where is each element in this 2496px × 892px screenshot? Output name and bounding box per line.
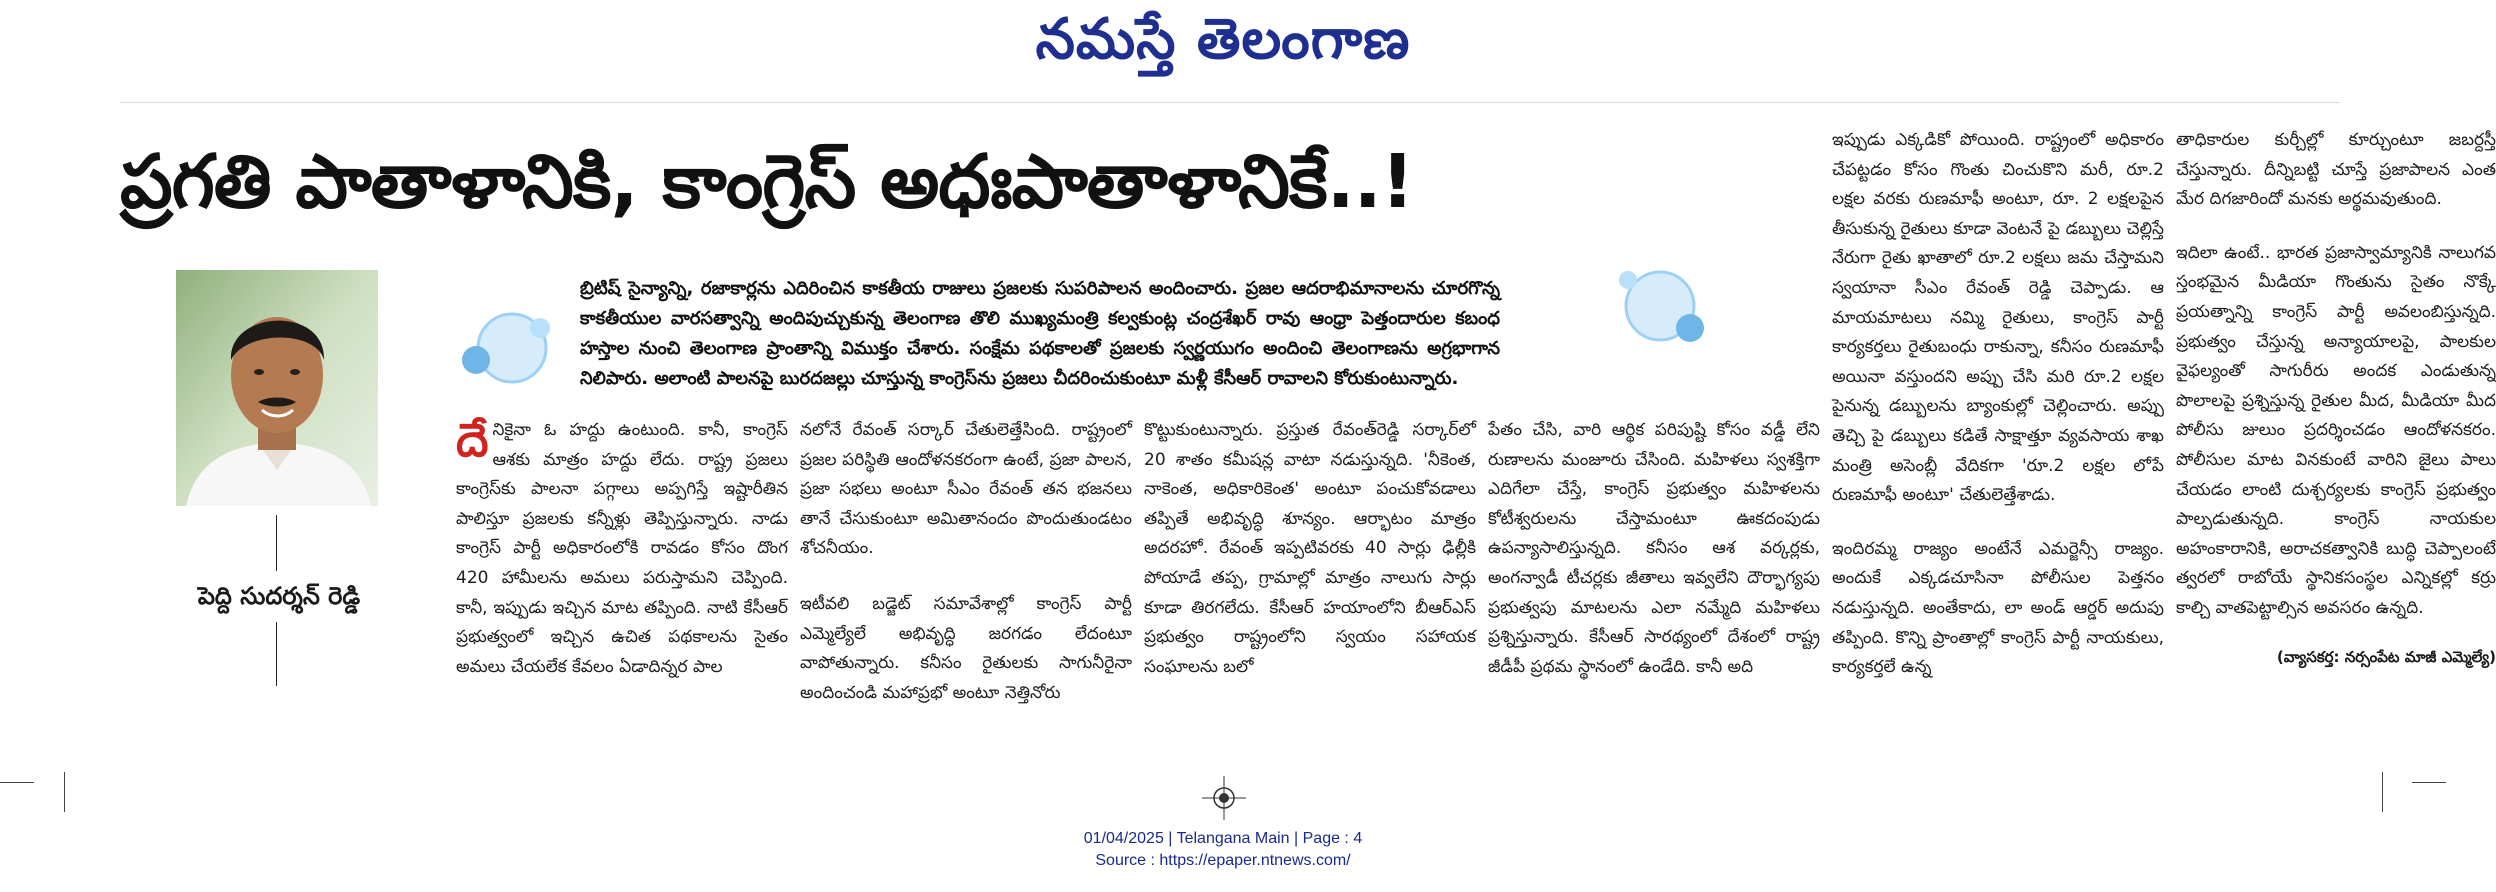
headline: ప్రగతి పాతాళానికి, కాంగ్రెస్ అధఃపాతాళానికే..! xyxy=(120,139,1414,225)
registration-mark-icon xyxy=(1202,776,1246,820)
author-credit: (వ్యాసకర్త: నర్సంపేట మాజీ ఎమ్మెల్యే) xyxy=(2276,648,2496,666)
bubble-decoration-right xyxy=(1606,262,1714,348)
article-intro: బ్రిటిష్ సైన్యాన్ని, రజాకార్లను ఎదిరించిన కాకతీయ రాజులు ప్రజలకు సుపరిపాలన అందించారు. ప్రజల ఆదరాభిమానాలను చూరగొన్న కాకతీయుల వారసత్వాన్ని అందిపుచ్చుకున్న తెలంగాణ తొలి ముఖ్యమంత్రి కల్వకుంట్ల చంద్రశేఖర్ రావు ఆంధ్రా పెత్తందారుల కబంధ హస్తాల నుంచి తెలంగాణ ప్రాంతాన్ని విముక్తం చేశారు. సంక్షేమ పథకాలతో ప్రజలకు స్వర్ణయుగం అందించి తెలంగాణను అగ్రభాగాన నిలిపారు. అలాంటి పాలనపై బురదజల్లు చూస్తున్న కాంగ్రెస్‌ను ప్రజలు చీదరించుకుంటూ మళ్లీ కేసీఆర్ రావాలని కోరుకుంటున్నారు. xyxy=(580,278,1500,389)
masthead-logo: నమస్తే తెలంగాణ xyxy=(1035,6,1411,72)
footer-source-link[interactable]: Source : https://epaper.ntnews.com/ xyxy=(1095,852,1351,869)
author-divider-top xyxy=(276,515,277,571)
column-6-paragraph-2: ఇదిలా ఉంటే.. భారత ప్రజాస్వామ్యానికి నాలుగవ స్తంభమైన మీడియా గొంతును సైతం నొక్కే ప్రయత్నాన్ని కాంగ్రెస్ పార్టీ అవలంబిస్తున్నది. ప్రభుత్వం చేస్తున్న అన్యాయాలపై, పాలకుల వైఫల్యంతో సాగురీరు అందక ఎండుతున్న పొలాలపై ప్రశ్నిస్తున్న రైతుల మీద, మీడియా మీద పోలీసు జులుం ప్రదర్శించడం ఆందోళనకరం. పోలీసుల మాట వినకుంటే వారిని జైలు పాలు చేయడం లాంటి దుశ్చర్యలకు కాంగ్రెస్ ప్రభుత్వం పాల్పడుతున్నది. కాంగ్రెస్ నాయకుల అహంకారానికి, అరాచకత్వానికి బుద్ధి చెప్పాలంటే త్వరలో రాబోయే స్థానికసంస్థల ఎన్నికల్లో కర్రు కాల్చి వాతపెట్టాల్సిన అవసరం ఉన్నది. xyxy=(2176,242,2496,618)
article-column-3 xyxy=(1144,416,1476,692)
author-divider-bottom xyxy=(276,622,277,686)
column-6-paragraph-1: తాధికారుల కుర్చీల్లో కూర్చుంటూ జబర్దస్తీ చేస్తున్నారు. దీన్నిబట్టి చూస్తే ప్రజాపాలన ఎంత మేర దిగజారిందో మనకు అర్థమవుతుంది. xyxy=(2176,130,2496,210)
column-4-text: పేతం చేసి, వారి ఆర్థిక పరిపుష్టి కోసం వడ్డీ లేని రుణాలను మంజూరు చేసింది. మహిళలు స్వశక్తిగా ఎదిగేలా చేస్తే, కాంగ్రెస్ ప్రభుత్వం మహిళలను కోటీశ్వరులను చేస్తామంటూ ఊకదంపుడు ఉపన్యాసాలిస్తున్నది. కనీసం ఆశ వర్కర్లకు, అంగన్వాడీ టీచర్లకు జీతాలు ఇవ్వలేని దౌర్భాగ్యపు ప్రభుత్వపు మాటలను ఎలా నమ్మేది మహిళలు ప్రశ్నిస్తున్నారు. కేసీఆర్ సారథ్యంలో దేశంలో రాష్ట్ర జీడీపీ ప్రథమ స్థానంలో ఉండేది. కానీ అది xyxy=(1488,420,1820,677)
article-column-4 xyxy=(1488,416,1820,692)
column-5-paragraph-1: ఇప్పుడు ఎక్కడికో పోయింది. రాష్ట్రంలో అధికారం చేపట్టడం కోసం గొంతు చించుకొని మరీ, రూ.2 లక్షల వరకు రుణమాఫీ అంటూ, రూ. 2 లక్షలపైన తీసుకున్న రైతులు కూడా వెంటనే పై డబ్బులు చెల్లిస్తే నేరుగా రైతు ఖాతాలో రూ.2 లక్షలు జమ చేస్తామని స్వయానా సీఎం రేవంత్ రెడ్డి చెప్పాడు. ఆ మాయమాటలు నమ్మి రైతులు, కాంగ్రెస్ పార్టీ కార్యకర్తలు రైతుబంధు రాకున్నా, కనీసం రుణమాఫీ అయినా వస్తుందని అప్పు చేసి మరి రూ.2 లక్షల పైనున్న డబ్బులను బ్యాంకుల్లో చెల్లించారు. అప్పు తెచ్చి పై డబ్బులు కడితే సాక్షాత్తూ వ్యవసాయ శాఖ మంత్రి అసెంబ్లీ వేదికగా 'రూ.2 లక్షల లోపే రుణమాఫీ అంటూ' చేతులెత్తేశాడు. xyxy=(1832,130,2164,506)
article-column-2 xyxy=(800,416,1132,703)
crop-mark-right xyxy=(2412,782,2446,783)
column-1-text: నికైనా ఓ హద్దు ఉంటుంది. కానీ, కాంగ్రెస్ ఆశకు మాత్రం హద్దు లేదు. రాష్ట్ర ప్రజలు కాంగ్రెస్‌కు పాలనా పగ్గాలు అప్పగిస్తే ఇష్టారీతిన పాలిస్తూ ప్రజలకు కన్నీళ్లు తెప్పిస్తున్నారు. నాడు కాంగ్రెస్ పార్టీ అధికారంలోకి రావడం కోసం దొంగ 420 హామీలను అమలు పరుస్తామని చెప్పింది. కానీ, ఇప్పుడు ఇచ్చిన మాట తప్పింది. నాటి కేసీఆర్ ప్రభుత్వంలో ఇచ్చిన ఉచిత పథకాలను సైతం అమలు చేయలేక కేవలం ఏడాదిన్నర పాల xyxy=(456,420,788,677)
drop-cap: దే xyxy=(456,413,489,467)
article-column-5 xyxy=(1832,126,2164,692)
column-3-text: కొట్టుకుంటున్నారు. ప్రస్తుత రేవంత్‌రెడ్డి సర్కార్‌లో 20 శాతం కమీషన్ల వాటా నడుస్తున్నది. 'నీకెంత, నాకెంత, అధికారికెంత' అంటూ పంచుకోవడాలు తప్పితే అభివృద్ధి శూన్యం. ఆర్భాటం మాత్రం అదరహో. రేవంత్ ఇప్పటివరకు 40 సార్లు ఢిల్లీకి పోయాడే తప్ప, గ్రామాల్లో మాత్రం నాలుగు సార్లు కూడా తిరగలేదు. కేసీఆర్ హయాంలోని బీఆర్ఎస్ ప్రభుత్వం రాష్ట్రంలోని స్వయం సహాయక సంఘాలను బలో xyxy=(1144,420,1476,677)
bubble-decoration-left xyxy=(454,306,562,388)
author-photo xyxy=(176,270,378,506)
footer-edition-info: 01/04/2025 | Telangana Main | Page : 4 xyxy=(1083,830,1363,847)
masthead-divider xyxy=(120,102,2340,103)
crop-mark-right-vertical xyxy=(2382,772,2383,812)
column-2-paragraph-2: ఇటీవలి బడ్జెట్ సమావేశాల్లో కాంగ్రెస్ పార్టీ ఎమ్మెల్యేలే అభివృద్ధి జరగడం లేదంటూ వాపోతున్నారు. కనీసం రైతులకు సాగునీరైనా అందించండి మహాప్రభో అంటూ నెత్తినోరు xyxy=(800,593,1132,703)
crop-mark-left xyxy=(0,782,34,783)
column-2-paragraph-1: నలోనే రేవంత్ సర్కార్ చేతులెత్తేసింది. రాష్ట్రంలో ప్రజల పరిస్థితి ఆందోళనకరంగా ఉంటే, ప్రజా పాలన, ప్రజా సభలు అంటూ సీఎం రేవంత్ తన భజనలు తానే చేసుకుంటూ అమితానందం పొందుతుండటం శోచనీయం. xyxy=(800,420,1132,559)
article-column-1 xyxy=(456,413,788,692)
crop-mark-left-vertical xyxy=(64,772,65,812)
author-name: పెద్ది సుదర్శన్ రెడ్డి xyxy=(197,582,361,610)
column-5-paragraph-2: ఇందిరమ్మ రాజ్యం అంటేనే ఎమర్జెన్సీ రాజ్యం. అందుకే ఎక్కడచూసినా పోలీసుల పెత్తనం నడుస్తున్నది. అంతేకాదు, లా అండ్ ఆర్డర్ అదుపు తప్పింది. కొన్ని ప్రాంతాల్లో కాంగ్రెస్ పార్టీ నాయకులు, కార్యకర్తలే ఉన్న xyxy=(1832,538,2164,678)
article-column-6 xyxy=(2176,126,2496,626)
